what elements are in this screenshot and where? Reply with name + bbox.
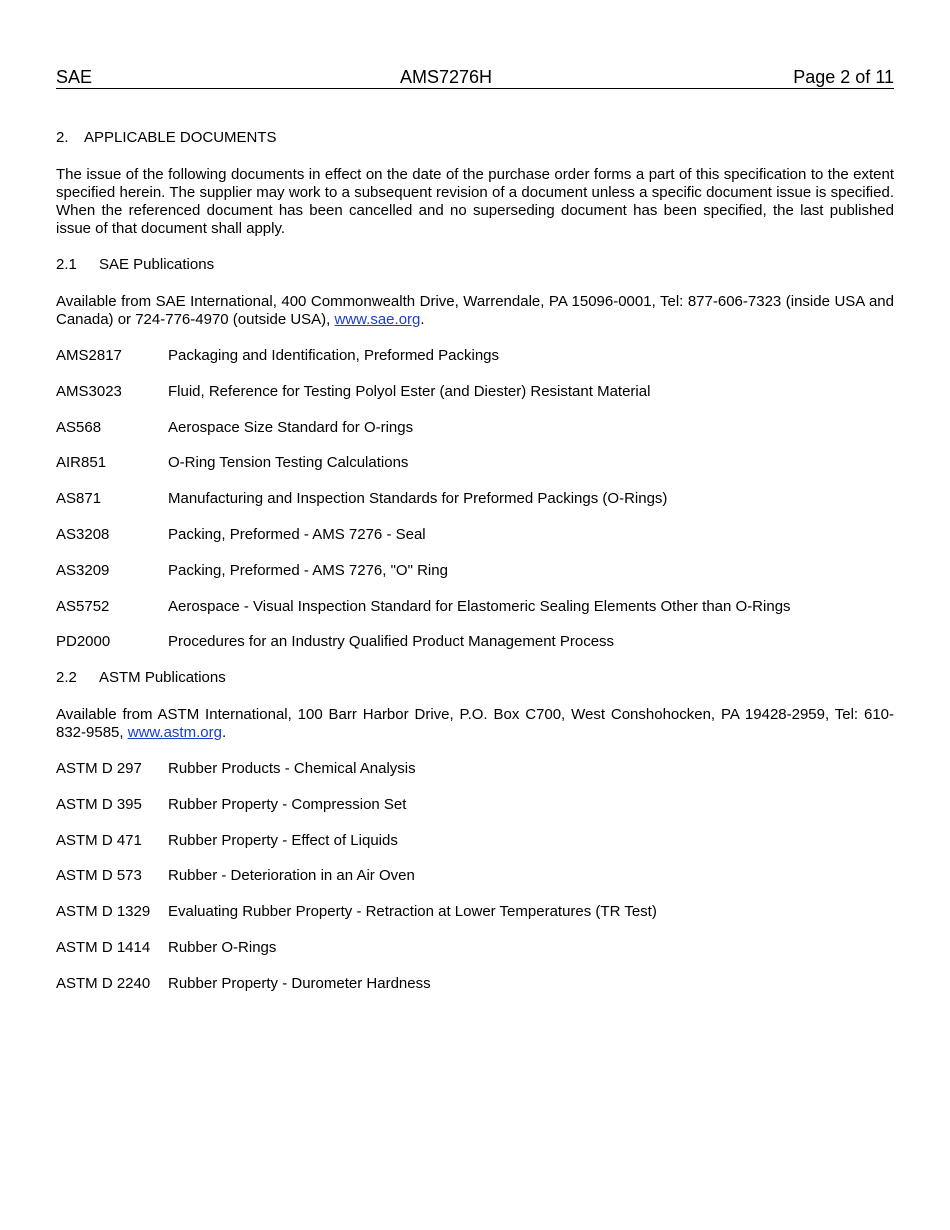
reference-title: Rubber Property - Compression Set — [168, 795, 407, 813]
reference-code: ASTM D 395 — [56, 795, 142, 813]
subsection-number: 2.1 — [56, 256, 77, 273]
reference-title: Packaging and Identification, Preformed Packings — [168, 347, 500, 364]
reference-title: Fluid, Reference for Testing Polyol Ester (and Diester) Resistant Material — [168, 382, 651, 400]
subsection-title: ASTM Publications — [99, 669, 226, 686]
reference-title: Aerospace Size Standard for O-rings — [168, 418, 414, 436]
section-number: 2. — [56, 129, 69, 146]
subsection-title: SAE Publications — [99, 256, 215, 273]
sae-link-period: . — [420, 311, 425, 328]
reference-title: Rubber O-Rings — [168, 939, 277, 956]
reference-code: PD2000 — [56, 633, 111, 651]
reference-title: O-Ring Tension Testing Calculations — [168, 454, 409, 472]
reference-code: ASTM D 1414 — [56, 939, 151, 956]
section-2-paragraph: The issue of the following documents in effect on the date of the purchase order forms a part of this specification to the extent specified herein. The supplier may work to a subsequent revision of a document unless a specific document issue is specified. When the referenced document has been cancelled and no superseding document has been specified, the last published issue of that document shall apply. — [56, 166, 894, 237]
reference-code: AS5752 — [56, 597, 110, 615]
astm-availability-text: Available from ASTM International, 100 Barr Harbor Drive, P.O. Box C700, West Conshohocken, PA 19428-2959, Tel: 610-832-9585, — [56, 706, 894, 741]
sae-availability-text: Available from SAE International, 400 Commonwealth Drive, Warrendale, PA 15096-0001, Tel: 877-606-7323 (inside USA and Canada) or 724-776-4970 (outside USA), — [56, 293, 894, 328]
reference-title: Rubber Products - Chemical Analysis — [168, 760, 416, 777]
reference-code: ASTM D 573 — [56, 867, 142, 885]
reference-title: Rubber Property - Effect of Liquids — [168, 831, 398, 849]
reference-code: ASTM D 2240 — [56, 974, 151, 992]
page-header — [56, 66, 894, 89]
reference-title: Rubber - Deterioration in an Air Oven — [168, 867, 415, 885]
section-2-1-heading — [56, 256, 894, 274]
reference-code: AS568 — [56, 418, 102, 436]
sae-availability-paragraph — [56, 293, 894, 329]
section-2-2-heading — [56, 669, 894, 687]
reference-code: ASTM D 471 — [56, 831, 142, 849]
reference-title: Evaluating Rubber Property - Retraction at Lower Temperatures (TR Test) — [168, 903, 657, 921]
reference-title: Packing, Preformed - AMS 7276 - Seal — [168, 526, 426, 543]
reference-title: Manufacturing and Inspection Standards for Preformed Packings (O-Rings) — [168, 490, 668, 508]
astm-link-period: . — [221, 724, 227, 741]
reference-code: AMS3023 — [56, 382, 122, 400]
reference-title: Packing, Preformed - AMS 7276, "O" Ring — [168, 561, 448, 579]
astm-availability-paragraph — [56, 706, 894, 742]
reference-title: Aerospace - Visual Inspection Standard for Elastomeric Sealing Elements Other than O-Rings — [168, 597, 791, 615]
header-doc-number: AMS7276H — [400, 67, 493, 87]
reference-code: ASTM D 1329 — [56, 903, 151, 921]
section-2-heading — [56, 129, 894, 147]
reference-code: ASTM D 297 — [56, 760, 142, 777]
reference-code: AIR851 — [56, 454, 107, 472]
header-org: SAE — [56, 67, 93, 87]
section-title: APPLICABLE DOCUMENTS — [84, 129, 277, 146]
reference-code: AMS2817 — [56, 347, 122, 364]
reference-code: AS3209 — [56, 561, 110, 579]
subsection-number: 2.2 — [56, 669, 77, 686]
header-page-number: Page 2 of 11 — [793, 67, 894, 87]
reference-title: Procedures for an Industry Qualified Product Management Process — [168, 633, 615, 651]
reference-code: AS3208 — [56, 526, 110, 543]
sae-website-link[interactable]: www.sae.org — [334, 311, 421, 328]
reference-title: Rubber Property - Durometer Hardness — [168, 974, 431, 992]
astm-website-link[interactable]: www.astm.org — [127, 724, 222, 741]
reference-code: AS871 — [56, 490, 102, 508]
